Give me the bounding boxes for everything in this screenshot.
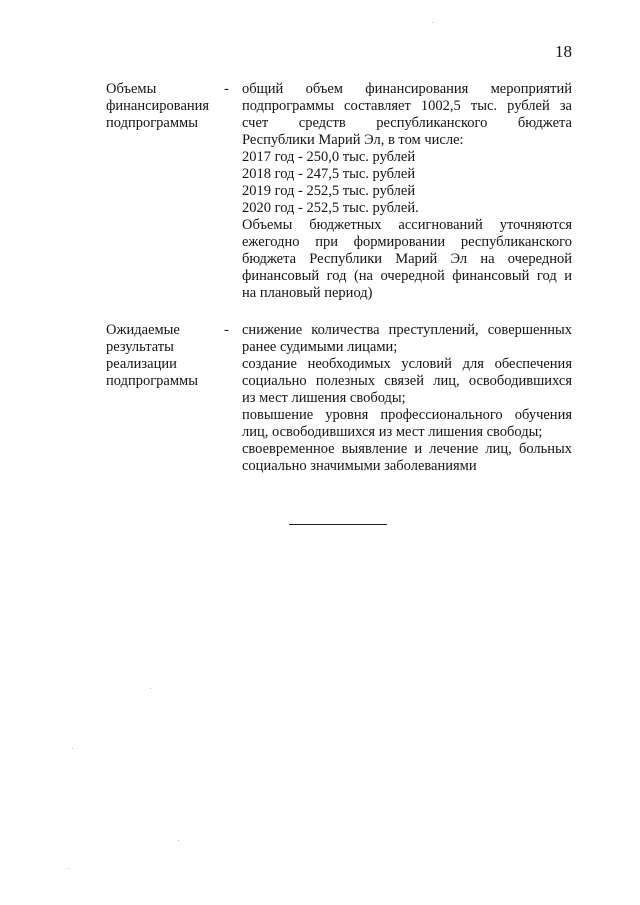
page-number: 18 [555,42,572,61]
results-section [106,322,572,492]
scan-speck [150,688,151,689]
financing-label [106,81,218,132]
dash-separator: - [224,322,229,338]
content-line: на плановый период) [242,285,373,301]
content-line: финансовый год (на очередной финансовый год и [242,268,572,284]
year-line-2019: 2019 год - 252,5 тыс. рублей [242,183,416,199]
year-line-2017: 2017 год - 250,0 тыс. рублей [242,149,416,165]
label-line: финансирования [106,98,210,114]
content-line: общий объем финансирования мероприятий [242,81,572,97]
label-line: Объемы [106,81,157,97]
year-line-2020: 2020 год - 252,5 тыс. рублей. [242,200,419,216]
content-line: повышение уровня профессионального обучения [242,407,572,423]
content-line: из мест лишения свободы; [242,390,406,406]
scan-speck [178,840,179,841]
label-line: результаты [106,339,174,355]
content-line: ранее судимыми лицами; [242,339,398,355]
label-line: реализации [106,356,177,372]
label-line: подпрограммы [106,115,198,131]
content-line: бюджета Республики Марий Эл на очередной [242,251,572,267]
results-content [242,322,572,475]
content-line: Объемы бюджетных ассигнований уточняются [242,217,572,233]
closing-rule [289,524,387,525]
label-line: Ожидаемые [106,322,180,338]
scan-speck [432,22,433,23]
content-line: снижение количества преступлений, совершенных [242,322,572,338]
scan-speck [68,868,69,869]
content-line: социально значимыми заболеваниями [242,458,477,474]
content-line: счет средств республиканского бюджета [242,115,572,131]
dash-separator: - [224,81,229,97]
content-line: своевременное выявление и лечение лиц, больных [242,441,572,457]
content-line: лиц, освободившихся из мест лишения свободы; [242,424,543,440]
content-line: создание необходимых условий для обеспечения [242,356,572,372]
scan-speck [72,748,73,749]
results-label [106,322,218,390]
content-line: подпрограммы составляет 1002,5 тыс. рублей за [242,98,572,114]
content-line: Республики Марий Эл, в том числе: [242,132,464,148]
content-line: ежегодно при формировании республиканского [242,234,572,250]
financing-content [242,81,572,302]
content-line: социально полезных связей лиц, освободившихся [242,373,572,389]
label-line: подпрограммы [106,373,198,389]
financing-section [106,81,572,306]
year-line-2018: 2018 год - 247,5 тыс. рублей [242,166,416,182]
